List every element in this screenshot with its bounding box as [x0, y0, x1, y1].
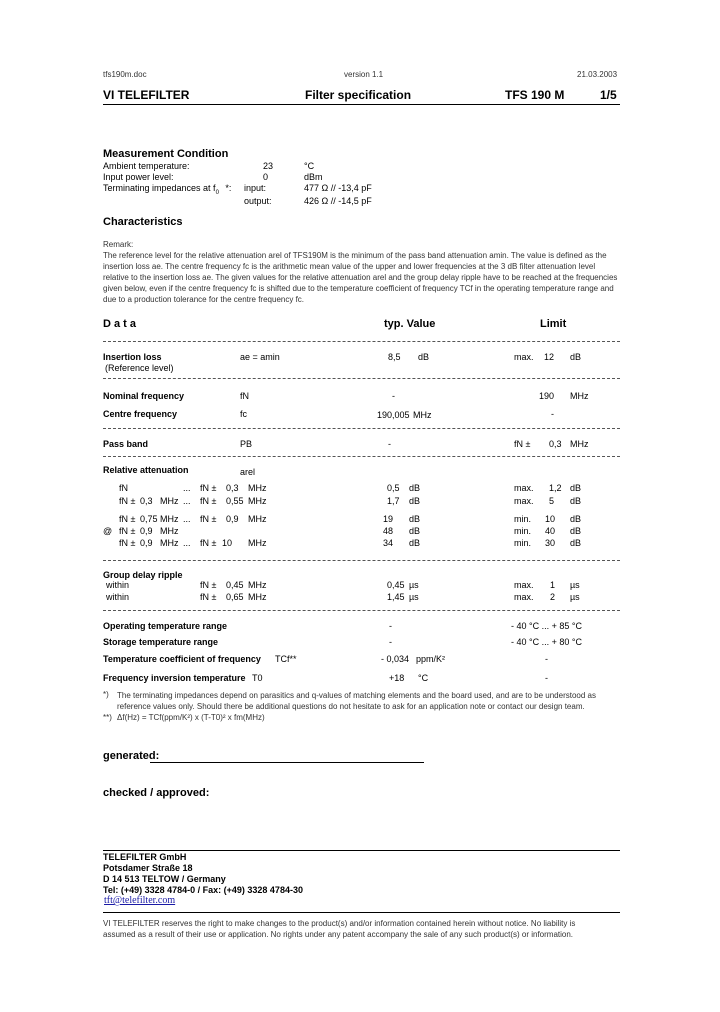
relatt-row-f2-unit: MHz [248, 483, 267, 493]
relatt-row-f1-offset: 0,9 [140, 538, 153, 548]
relatt-row-typ-unit: dB [409, 483, 421, 493]
remark-line: relative to the insertion loss ae. The given values for the relative attenuation arel and the group delay ripple have to be reached at the frequencies [103, 273, 618, 282]
relatt-row-limit: 30 [545, 538, 556, 548]
gdr-row-limit-kind: max. [514, 580, 534, 590]
gdr-row-limit-unit: µs [570, 592, 580, 602]
operating-temp-limit: - 40 °C ... + 85 °C [511, 621, 582, 631]
relatt-row-f1: fN ± [119, 538, 136, 548]
relatt-row-typ: 0,5 [387, 483, 400, 493]
nominal-frequency-limit-unit: MHz [570, 391, 589, 401]
gdr-row-label: within [106, 580, 130, 590]
centre-frequency-limit: - [551, 409, 554, 419]
operating-temp-label: Operating temperature range [103, 621, 228, 631]
storage-temp-typ: - [389, 637, 392, 647]
relatt-row-f1: fN ± [119, 496, 136, 506]
tcf-symbol: TCf** [275, 654, 297, 664]
centre-frequency-symbol: fc [240, 409, 248, 419]
gdr-row-f: fN ± [200, 592, 217, 602]
remark-line: insertion loss ae. The centre frequency fc is the arithmetic mean value of the upper and lower frequencies at the 3 dB filter attenuation level [103, 262, 596, 271]
footer-divider [103, 912, 620, 913]
gdr-row-typ-unit: µs [409, 592, 419, 602]
relatt-row-f2-offset: 0,3 [226, 483, 239, 493]
relatt-row-f2-offset: 10 [222, 538, 233, 548]
relatt-row-f1: fN ± [119, 526, 136, 536]
relatt-row-limit-kind: min. [514, 514, 532, 524]
header-version: version 1.1 [344, 70, 384, 79]
pass-band-limit-kind: fN ± [514, 439, 531, 449]
pass-band-label: Pass band [103, 439, 149, 449]
inversion-temp-symbol: T0 [252, 673, 263, 683]
output-label: output: [244, 196, 272, 206]
operating-temp-typ: - [389, 621, 392, 631]
address-company: TELEFILTER GmbH [103, 852, 187, 862]
nominal-frequency-label: Nominal frequency [103, 391, 185, 401]
remark-line: given below, even if the centre frequency fc is shifted due to the temperature coefficient of frequency TCf in the operating temperature range and [103, 284, 614, 293]
relatt-row-f2-unit: MHz [248, 496, 267, 506]
footnote-marker: **) [103, 713, 112, 722]
gdr-row-limit: 2 [550, 592, 556, 602]
relatt-row-f2-unit: MHz [248, 538, 267, 548]
remark-line: The reference level for the relative attenuation arel of TFS190M is the minimum of the pass band attenuation amin. The value is defined as the [103, 251, 607, 260]
relatt-row-f1-offset: 0,75 [140, 514, 158, 524]
gdr-row-offset: 0,45 [226, 580, 244, 590]
column-limit: Limit [540, 318, 567, 330]
relatt-row-typ: 1,7 [387, 496, 400, 506]
table-divider [103, 610, 620, 611]
address-city: D 14 513 TELTOW / Germany [103, 874, 226, 884]
relatt-row-typ: 19 [383, 514, 394, 524]
relatt-row-f1-unit: MHz [160, 496, 179, 506]
table-divider [103, 456, 620, 457]
gdr-row-limit: 1 [550, 580, 556, 590]
gdr-row-typ-unit: µs [409, 580, 419, 590]
remark-line: due to a production tolerance for the centre frequency fc. [103, 295, 305, 304]
relatt-row-limit-unit: dB [570, 496, 582, 506]
relatt-row-limit: 10 [545, 514, 556, 524]
inversion-temp-limit: - [545, 673, 548, 683]
footer-divider [103, 850, 620, 851]
relatt-row-limit: 5 [549, 496, 555, 506]
relatt-row-f2-unit: MHz [248, 514, 267, 524]
insertion-loss-typ-unit: dB [418, 352, 430, 362]
insertion-loss-typ: 8,5 [388, 352, 401, 362]
centre-frequency-label: Centre frequency [103, 409, 178, 419]
generated-signature-line[interactable] [150, 762, 424, 763]
gdr-row-typ: 1,45 [387, 592, 405, 602]
relatt-row-f1-offset: 0,9 [140, 526, 153, 536]
gdr-row-offset: 0,65 [226, 592, 244, 602]
pass-band-typ: - [388, 439, 391, 449]
nominal-frequency-typ: - [392, 391, 395, 401]
header-filename: tfs190m.doc [103, 70, 147, 79]
relatt-row-limit-unit: dB [570, 538, 582, 548]
relatt-row-dots: ... [183, 496, 191, 506]
input-impedance: 477 Ω // -13,4 pF [304, 183, 372, 193]
table-divider [103, 428, 620, 429]
gdr-row-unit: MHz [248, 580, 267, 590]
inversion-temp-label: Frequency inversion temperature [103, 673, 246, 683]
relatt-row-limit-kind: min. [514, 526, 532, 536]
page-number: 1/5 [600, 88, 617, 102]
relatt-row-f2: fN ± [200, 483, 217, 493]
column-typical: typ. Value [384, 318, 436, 330]
group-delay-ripple-label: Group delay ripple [103, 570, 183, 580]
footnote-marker: *) [103, 690, 109, 699]
gdr-row-label: within [106, 592, 130, 602]
address-phone-fax: Tel: (+49) 3328 4784-0 / Fax: (+49) 3328 4784-30 [103, 885, 303, 895]
relatt-row-f1: fN [119, 483, 128, 493]
nominal-frequency-limit: 190 [539, 391, 555, 401]
centre-frequency-typ-unit: MHz [413, 410, 432, 420]
table-divider [103, 560, 620, 561]
relatt-row-limit-kind: min. [514, 538, 532, 548]
relatt-row-typ-unit: dB [409, 538, 421, 548]
output-impedance: 426 Ω // -14,5 pF [304, 196, 372, 206]
checked-approved-label: checked / approved: [103, 787, 210, 799]
relatt-row-f2-offset: 0,9 [226, 514, 239, 524]
nominal-frequency-symbol: fN [240, 391, 249, 401]
relatt-row-limit-unit: dB [570, 483, 582, 493]
table-divider [103, 341, 620, 342]
footnote-text: The terminating impedances depend on parasitics and q-values of matching elements and the board used, and are to be understood as [117, 691, 596, 700]
storage-temp-label: Storage temperature range [103, 637, 219, 647]
footnote-formula: Δf(Hz) = TCf(ppm/K²) x (T-T0)² x fm(MHz) [117, 713, 265, 722]
relatt-row-limit-unit: dB [570, 526, 582, 536]
insertion-loss-symbol: ae = amin [240, 352, 280, 362]
relatt-row-limit-kind: max. [514, 483, 534, 493]
relative-attenuation-symbol: arel [240, 467, 256, 477]
relatt-row-dots: ... [183, 483, 191, 493]
relatt-row-limit: 1,2 [549, 483, 562, 493]
footnote-text: reference values only. Should there be additional questions do not hesitate to ask for an application note or contact our design team. [117, 702, 585, 711]
generated-label: generated: [103, 750, 160, 762]
input-label: input: [244, 183, 267, 193]
part-number: TFS 190 M [505, 88, 565, 102]
characteristics-heading: Characteristics [103, 216, 183, 228]
ambient-temp-label: Ambient temperature: [103, 161, 190, 171]
relatt-row-limit-kind: max. [514, 496, 534, 506]
disclaimer-line: assumed as a result of their use or application. No rights under any patent accompany the sale of any such product(s) or information. [103, 930, 574, 939]
pass-band-symbol: PB [240, 439, 253, 449]
measurement-heading: Measurement Condition [103, 148, 229, 160]
insertion-loss-limit-unit: dB [570, 352, 582, 362]
insertion-loss-limit-kind: max. [514, 352, 534, 362]
remark-label: Remark: [103, 240, 134, 249]
relatt-row-f2: fN ± [200, 514, 217, 524]
disclaimer-line: VI TELEFILTER reserves the right to make changes to the product(s) and/or information contained herein without notice. No liability is [103, 919, 576, 928]
gdr-row-f: fN ± [200, 580, 217, 590]
reference-level-label: (Reference level) [105, 363, 174, 373]
gdr-row-limit-unit: µs [570, 580, 580, 590]
gdr-row-unit: MHz [248, 592, 267, 602]
relatt-row-f1-unit: MHz [160, 514, 179, 524]
relatt-row-dots: ... [183, 514, 191, 524]
pass-band-limit-unit: MHz [570, 439, 589, 449]
storage-temp-limit: - 40 °C ... + 80 °C [511, 637, 582, 647]
address-street: Potsdamer Straße 18 [103, 863, 193, 873]
input-power-label: Input power level: [103, 172, 174, 182]
relatt-row-f2: fN ± [200, 496, 217, 506]
relatt-row-limit: 40 [545, 526, 556, 536]
relatt-row-f1-unit: MHz [160, 538, 179, 548]
table-divider [103, 378, 620, 379]
ambient-temp-unit: °C [304, 161, 315, 171]
relatt-row-typ: 48 [383, 526, 394, 536]
insertion-loss-limit: 12 [544, 352, 555, 362]
relatt-row-f1-offset: 0,3 [140, 496, 153, 506]
pass-band-limit: 0,3 [549, 439, 562, 449]
tcf-limit: - [545, 654, 548, 664]
header-date: 21.03.2003 [577, 70, 618, 79]
inversion-temp-typ-unit: °C [418, 673, 429, 683]
tcf-label: Temperature coefficient of frequency [103, 654, 261, 664]
relatt-row-f2-offset: 0,55 [226, 496, 244, 506]
gdr-row-typ: 0,45 [387, 580, 405, 590]
relatt-row-f1: fN ± [119, 514, 136, 524]
relatt-row-f1-unit: MHz [160, 526, 179, 536]
relative-attenuation-label: Relative attenuation [103, 465, 189, 475]
input-power-value: 0 [263, 172, 269, 182]
relatt-row-typ-unit: dB [409, 496, 421, 506]
relatt-row-typ-unit: dB [409, 526, 421, 536]
email-link[interactable]: tft@telefilter.com [104, 895, 176, 906]
column-data: D a t a [103, 318, 137, 330]
input-power-unit: dBm [304, 172, 323, 182]
insertion-loss-label: Insertion loss [103, 352, 162, 362]
tcf-typ-unit: ppm/K² [416, 654, 446, 664]
relatt-row-f2: fN ± [200, 538, 217, 548]
header-divider [103, 104, 620, 105]
centre-frequency-typ: 190,005 [377, 410, 410, 420]
company-name: VI TELEFILTER [103, 88, 190, 102]
terminating-impedance-label: Terminating impedances at $f_0$ *: [103, 183, 232, 196]
relatt-row-typ-unit: dB [409, 514, 421, 524]
relatt-row-dots: ... [183, 538, 191, 548]
tcf-typ: - 0,034 [381, 654, 410, 664]
relatt-row-limit-unit: dB [570, 514, 582, 524]
gdr-row-limit-kind: max. [514, 592, 534, 602]
relatt-row-prefix: @ [103, 526, 113, 536]
inversion-temp-typ: +18 [389, 673, 405, 683]
ambient-temp-value: 23 [263, 161, 274, 171]
document-title: Filter specification [305, 88, 412, 102]
relatt-row-typ: 34 [383, 538, 394, 548]
